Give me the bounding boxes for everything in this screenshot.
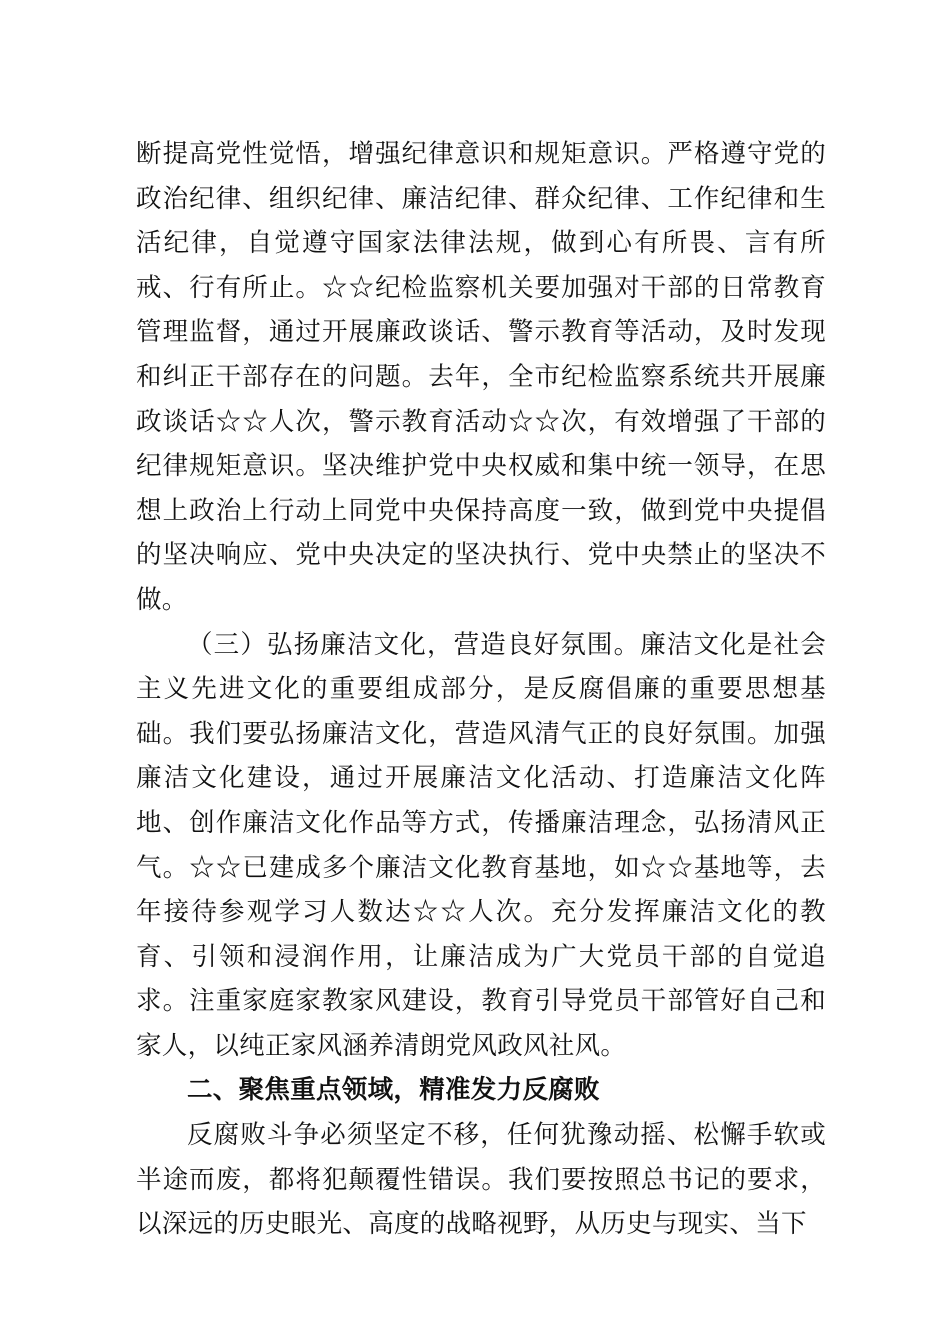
document-body <box>136 132 826 1247</box>
paragraph-anti-corruption: 反腐败斗争必须坚定不移，任何犹豫动摇、松懈手软或半途而废，都将犯颠覆性错误。我们要按照总书记的要求，以深远的历史眼光、高度的战略视野，从历史与现实、当下 <box>136 1120 826 1240</box>
section-heading-two: 二、聚焦重点领域，精准发力反腐败 <box>187 1075 600 1106</box>
paragraph-integrity-culture: （三）弘扬廉洁文化，营造良好氛围。廉洁文化是社会主义先进文化的重要组成部分，是反腐倡廉的重要思想基础。我们要弘扬廉洁文化，营造风清气正的良好氛围。加强廉洁文化建设，通过开展廉洁文化活动、打造廉洁文化阵地、创作廉洁文化作品等方式，传播廉洁理念，弘扬清风正气。☆☆已建成多个廉洁文化教育基地，如☆☆基地等，去年接待参观学习人数达☆☆人次。充分发挥廉洁文化的教育、引领和浸润作用，让廉洁成为广大党员干部的自觉追求。注重家庭家教家风建设，教育引导党员干部管好自己和家人，以纯正家风涵养清朗党风政风社风。 <box>136 629 826 1061</box>
paragraph-discipline-continued: 断提高党性觉悟，增强纪律意识和规矩意识。严格遵守党的政治纪律、组织纪律、廉洁纪律、群众纪律、工作纪律和生活纪律，自觉遵守国家法律法规，做到心有所畏、言有所戒、行有所止。☆☆纪检监察机关要加强对干部的日常教育管理监督，通过开展廉政谈话、警示教育等活动，及时发现和纠正干部存在的问题。去年，全市纪检监察系统共开展廉政谈话☆☆人次，警示教育活动☆☆次，有效增强了干部的纪律规矩意识。坚决维护党中央权威和集中统一领导，在思想上政治上行动上同党中央保持高度一致，做到党中央提倡的坚决响应、党中央决定的坚决执行、党中央禁止的坚决不做。 <box>136 139 826 615</box>
